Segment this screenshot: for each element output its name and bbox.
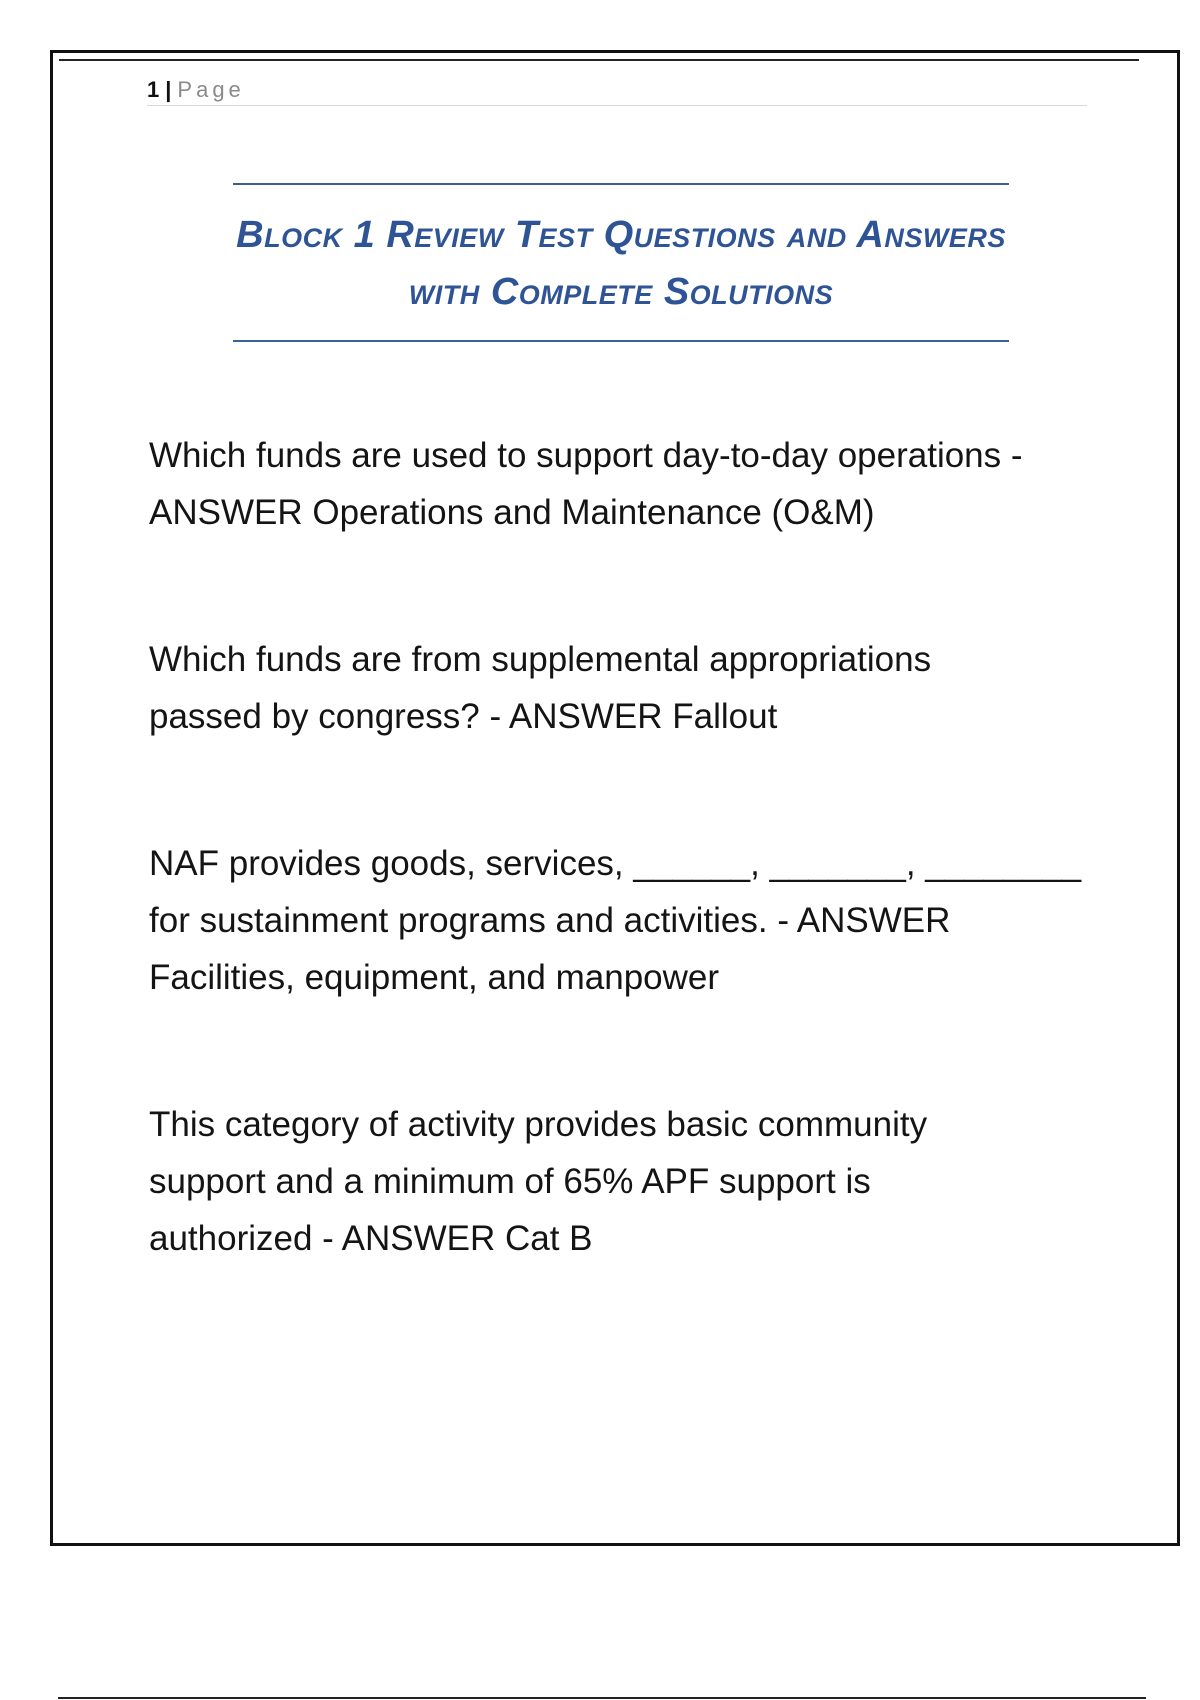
page-separator: | — [165, 77, 174, 102]
document-title-block — [233, 183, 1009, 342]
document-title-line-2: with Complete Solutions — [408, 271, 834, 313]
page-number: 1 — [147, 77, 162, 102]
top-rule — [59, 59, 1139, 61]
page-header — [147, 75, 1087, 106]
qa-list — [149, 427, 1101, 1267]
qa-item-1: Which funds are used to support day-to-day operations - ANSWER Operations and Maintenance (O&M) — [149, 436, 1031, 532]
document-title-line-1: Block 1 Review Test Questions and Answers — [236, 214, 1006, 256]
next-page-top-rule — [58, 1697, 1146, 1699]
qa-item-2: Which funds are from supplemental appropriations passed by congress? - ANSWER Fallout — [149, 640, 932, 736]
page-label: Page — [177, 77, 245, 102]
document-page — [50, 50, 1180, 1546]
qa-item-4: This category of activity provides basic community support and a minimum of 65% APF support is authorized - ANSWER Cat B — [149, 1105, 928, 1258]
qa-item-3: NAF provides goods, services, ______, _______, ________ for sustainment programs and activities. - ANSWER Facilities, equipment, and manpower — [149, 844, 1082, 997]
